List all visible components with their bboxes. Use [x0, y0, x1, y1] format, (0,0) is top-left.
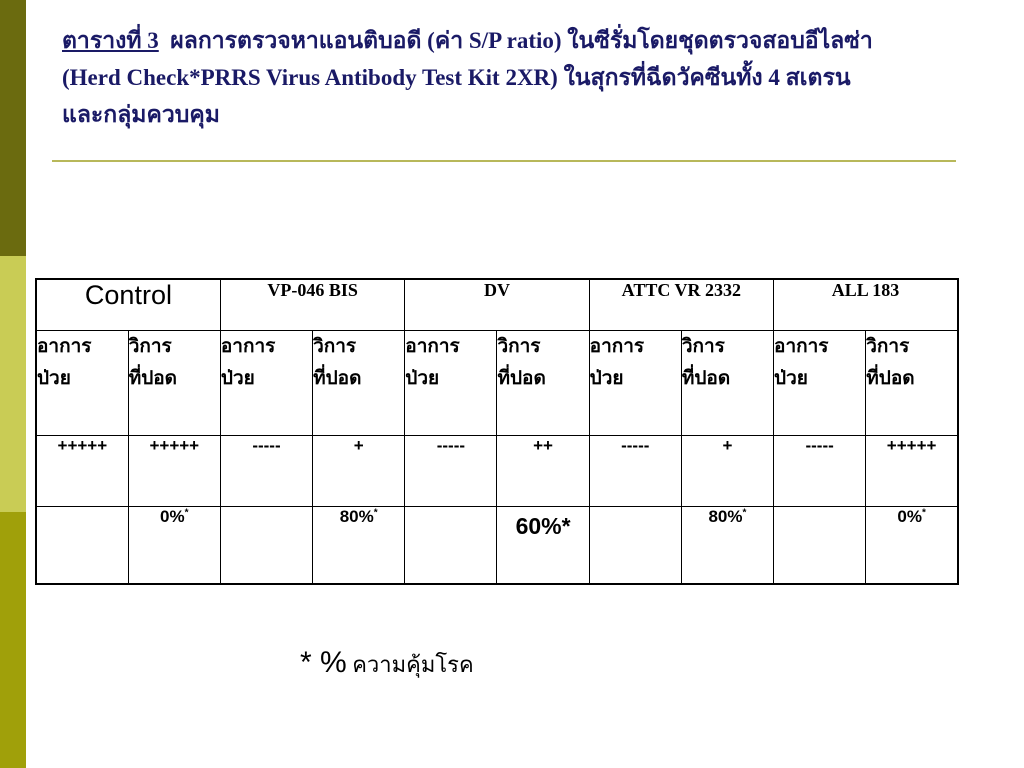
footnote [300, 646, 474, 682]
footnote-symbol: * % [300, 646, 347, 679]
percent-cell [774, 507, 866, 585]
symptom-row [36, 436, 958, 507]
sub-header-illness: อาการ ป่วย [589, 331, 681, 436]
group-header-dv: DV [405, 279, 589, 331]
symptom-cell: +++++ [36, 436, 128, 507]
sub-header-illness: อาการ ป่วย [36, 331, 128, 436]
group-header-control: Control [36, 279, 220, 331]
percent-cell: 0%* [866, 507, 958, 585]
symptom-cell: + [313, 436, 405, 507]
footnote-mark: * [742, 507, 747, 519]
protection-percent-row [36, 507, 958, 585]
sub-header-lung-lesion: วิการ ที่ปอด [681, 331, 773, 436]
title-line-1: ผลการตรวจหาแอนติบอดี (ค่า S/P ratio) ในซีรั่มโดยชุดตรวจสอบอีไลซ่า [170, 28, 873, 53]
footnote-mark: * [184, 507, 189, 519]
results-table [35, 278, 959, 585]
group-header-attc: ATTC VR 2332 [589, 279, 773, 331]
accent-bar-bottom [0, 512, 26, 768]
footnote-mark: * [373, 507, 378, 519]
percent-cell: 0%* [128, 507, 220, 585]
percent-cell [589, 507, 681, 585]
title-line-2: (Herd Check*PRRS Virus Antibody Test Kit 2XR) ในสุกรที่ฉีดวัคซีนทั้ง 4 สเตรน [62, 65, 851, 90]
sub-header-illness: อาการ ป่วย [405, 331, 497, 436]
symptom-cell: ----- [589, 436, 681, 507]
group-header-all183: ALL 183 [774, 279, 958, 331]
title-line-3: และกลุ่มควบคุม [62, 102, 220, 127]
sub-header-lung-lesion: วิการ ที่ปอด [128, 331, 220, 436]
footnote-text: ความคุ้มโรค [352, 652, 474, 677]
symptom-cell: ----- [220, 436, 312, 507]
sub-header-illness: อาการ ป่วย [774, 331, 866, 436]
percent-cell [220, 507, 312, 585]
sub-header-lung-lesion: วิการ ที่ปอด [497, 331, 589, 436]
percent-cell: 80%* [313, 507, 405, 585]
table-number-label: ตารางที่ 3 [62, 28, 159, 53]
symptom-cell: ----- [405, 436, 497, 507]
symptom-cell: + [681, 436, 773, 507]
accent-bar-middle [0, 256, 26, 512]
percent-cell: 60%* [497, 507, 589, 585]
symptom-cell: ----- [774, 436, 866, 507]
percent-cell [36, 507, 128, 585]
sub-header-lung-lesion: วิการ ที่ปอด [313, 331, 405, 436]
percent-cell [405, 507, 497, 585]
sub-header-illness: อาการ ป่วย [220, 331, 312, 436]
title-divider [52, 160, 956, 162]
sub-header-lung-lesion: วิการ ที่ปอด [866, 331, 958, 436]
sub-header-row [36, 331, 958, 436]
footnote-mark: * [921, 507, 926, 519]
symptom-cell: +++++ [128, 436, 220, 507]
accent-bar-top [0, 0, 26, 256]
slide-title [62, 22, 982, 133]
percent-cell: 80%* [681, 507, 773, 585]
group-header-vp046: VP-046 BIS [220, 279, 404, 331]
group-header-row [36, 279, 958, 331]
symptom-cell: ++ [497, 436, 589, 507]
symptom-cell: +++++ [866, 436, 958, 507]
